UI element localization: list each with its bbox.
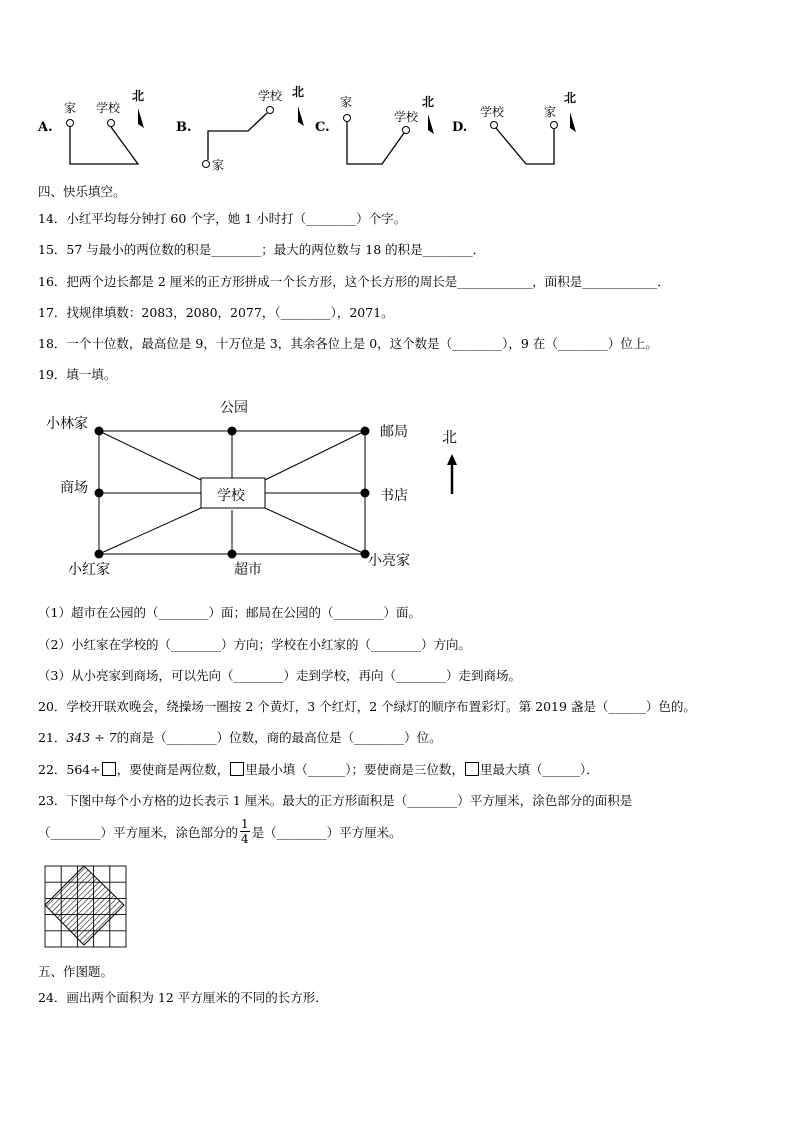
option-c-home-label: 家 (340, 95, 353, 109)
question-19-1: （1）超市在公园的（________）面；邮局在公园的（________）面。 (38, 605, 421, 620)
option-a-letter: A. (38, 120, 53, 135)
map-label-hong-home: 小红家 (68, 562, 110, 578)
question-18: 18．一个十位数，最高位是 9，十万位是 3，其余各位上是 0，这个数是（________），9 在（________）位上。 (38, 336, 658, 351)
option-d-home-label: 家 (544, 105, 557, 119)
question-23-line-2 (38, 817, 402, 846)
question-19: 19．填一填。 (38, 367, 117, 382)
section-5-heading: 五、作图题。 (38, 964, 114, 979)
section-4-heading: 四、快乐填空。 (38, 184, 126, 199)
north-arrow-icon (447, 454, 457, 494)
question-21-expression: 343 ÷ 7 (66, 730, 117, 745)
north-arrow-icon (428, 114, 434, 134)
option-a-school-label: 学校 (96, 101, 121, 115)
option-d-school-label: 学校 (480, 105, 505, 119)
option-a-north-label: 北 (132, 89, 145, 103)
option-a-home-label: 家 (64, 101, 77, 115)
fraction-one-quarter (240, 817, 250, 846)
option-c-north-label: 北 (422, 95, 435, 109)
option-b-school-label: 学校 (258, 89, 283, 103)
option-d-letter: D. (452, 120, 468, 135)
option-c-diagram (334, 86, 446, 170)
option-b-letter: B. (176, 120, 192, 135)
option-d-diagram (472, 86, 588, 170)
map-label-liang-home: 小亮家 (368, 553, 410, 569)
question-14: 14．小红平均每分钟打 60 个字，她 1 小时打（________）个字。 (38, 211, 407, 226)
map-label-post-office: 邮局 (380, 424, 408, 440)
map-label-north: 北 (442, 428, 458, 446)
question-21 (38, 728, 442, 746)
map-diagram (40, 392, 480, 582)
north-arrow-icon (298, 106, 304, 126)
question-17: 17．找规律填数：2083，2080，2077，（________），2071。 (38, 305, 394, 320)
blank-box (102, 762, 116, 776)
question-23-part-b: 是（________）平方厘米。 (251, 824, 402, 840)
question-21-text: 的商是（________）位数，商的最高位是（________）位。 (116, 730, 442, 745)
fraction-numerator: 1 (241, 817, 249, 831)
option-d-north-label: 北 (564, 91, 577, 105)
map-label-lin-home: 小林家 (46, 416, 88, 432)
fraction-denominator: 4 (241, 832, 249, 846)
map-label-school: 学校 (217, 488, 245, 504)
grid-figure (43, 864, 131, 952)
option-b-north-label: 北 (292, 85, 305, 99)
map-label-bookstore: 书店 (380, 488, 408, 504)
option-b-diagram (196, 82, 314, 174)
question-19-2: （2）小红家在学校的（________）方向；学校在小红家的（________）方向。 (38, 637, 471, 652)
shaded-square (45, 866, 124, 945)
question-22-part-d: 里最大填（______）． (480, 762, 599, 777)
question-23-line-1: 23．下图中每个小方格的边长表示 1 厘米。最大的正方形面积是（________）平方厘米，涂色部分的面积是 (38, 793, 633, 808)
north-arrow-icon (570, 112, 576, 132)
question-22-part-b: ，要使商是两位数， (116, 762, 230, 777)
option-c-letter: C. (315, 120, 330, 135)
question-23-part-a: （________）平方厘米，涂色部分的 (38, 824, 239, 840)
question-19-3: （3）从小亮家到商场，可以先向（________）走到学校，再向（________）走到商场。 (38, 668, 521, 683)
question-20: 20．学校开联欢晚会，绕操场一圈按 2 个黄灯，3 个红灯，2 个绿灯的顺序布置彩灯。第 2019 盏是（______）色的。 (38, 699, 696, 714)
blank-box (465, 762, 479, 776)
question-15: 15．57 与最小的两位数的积是________；最大的两位数与 18 的积是________． (38, 242, 486, 257)
option-a-diagram (56, 86, 156, 170)
question-21-number: 21． (38, 730, 67, 745)
question-22-part-a: 22．564÷ (38, 762, 101, 777)
map-label-park: 公园 (220, 400, 248, 416)
map-label-mall: 商场 (60, 480, 88, 496)
question-22-part-c: 里最小填（______）；要使商是三位数， (245, 762, 465, 777)
option-c-school-label: 学校 (394, 110, 419, 124)
north-arrow-icon (138, 108, 144, 128)
question-16: 16．把两个边长都是 2 厘米的正方形拼成一个长方形，这个长方形的周长是____________，面积是____________． (38, 274, 670, 289)
question-24: 24．画出两个面积为 12 平方厘米的不同的长方形． (38, 990, 328, 1005)
question-22 (38, 760, 599, 778)
option-b-home-label: 家 (212, 158, 225, 172)
map-label-supermarket: 超市 (234, 562, 262, 578)
blank-box (230, 762, 244, 776)
